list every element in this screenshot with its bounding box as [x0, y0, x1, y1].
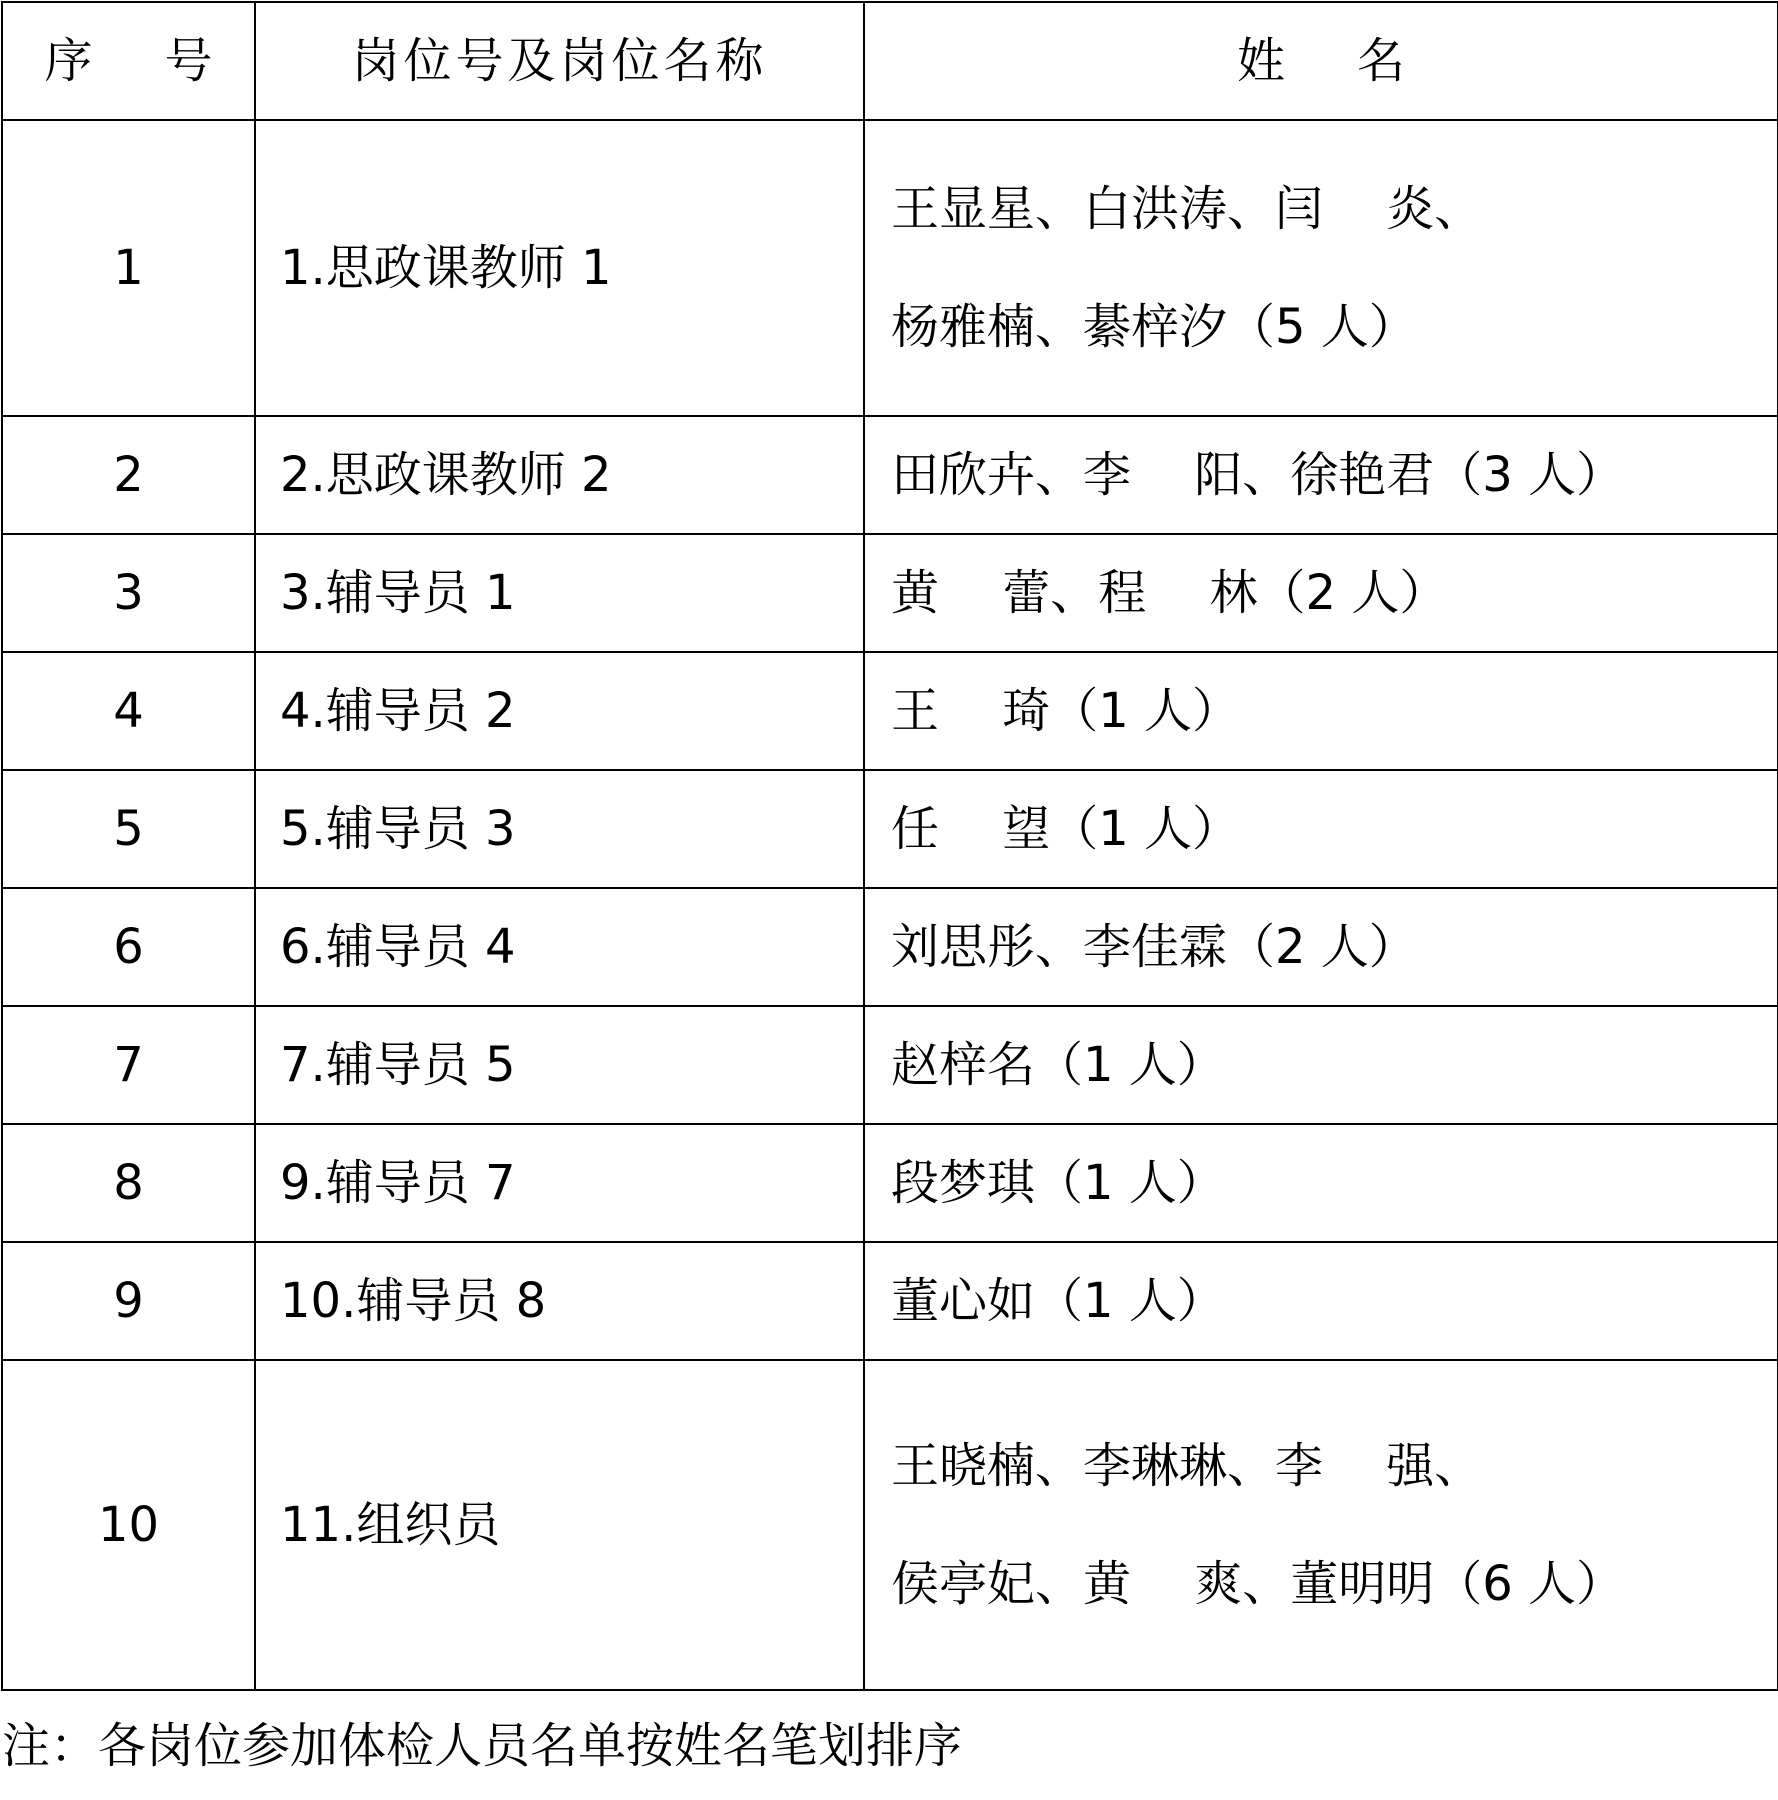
header-seq: [2, 2, 255, 120]
row-seq: 2: [2, 416, 255, 534]
row-names-line: 刘思彤、李佳霖（2 人）: [891, 919, 1417, 975]
row-names-line: 赵梓名（1 人）: [891, 1037, 1225, 1093]
table-row: [2, 770, 1778, 888]
header-seq-char-1: 序: [44, 33, 93, 89]
row-names-line: 黄 蕾、程 林（2 人）: [891, 565, 1448, 621]
row-names-line: 董心如（1 人）: [891, 1273, 1225, 1329]
row-seq: 10: [2, 1360, 255, 1690]
row-post: 3.辅导员 1: [255, 534, 864, 652]
header-names-char-2: 名: [1357, 33, 1406, 89]
row-names-line: 田欣卉、李 阳、徐艳君（3 人）: [891, 447, 1625, 503]
table-row: [2, 1006, 1778, 1124]
row-names: [864, 770, 1778, 888]
header-post: [255, 2, 864, 120]
table-row: [2, 1360, 1778, 1690]
row-names-line: 段梦琪（1 人）: [891, 1155, 1225, 1211]
table-row: [2, 1124, 1778, 1242]
row-post: 2.思政课教师 2: [255, 416, 864, 534]
row-post: 1.思政课教师 1: [255, 120, 864, 416]
row-seq: 1: [2, 120, 255, 416]
row-names-line: 侯亭妃、黄 爽、董明明（6 人）: [891, 1556, 1625, 1612]
row-seq: 6: [2, 888, 255, 1006]
row-names: [864, 120, 1778, 416]
row-names-line: 王 琦（1 人）: [891, 683, 1241, 739]
row-post: 9.辅导员 7: [255, 1124, 864, 1242]
row-names-line: 任 望（1 人）: [891, 801, 1241, 857]
row-post: 5.辅导员 3: [255, 770, 864, 888]
row-names: [864, 534, 1778, 652]
row-names: [864, 1124, 1778, 1242]
footnote: 注：各岗位参加体检人员名单按姓名笔划排序: [2, 1718, 963, 1774]
table-row: [2, 120, 1778, 416]
row-names: [864, 1242, 1778, 1360]
row-names: [864, 1006, 1778, 1124]
row-seq: 4: [2, 652, 255, 770]
row-post: 7.辅导员 5: [255, 1006, 864, 1124]
table-header-row: [2, 2, 1778, 120]
table-row: [2, 416, 1778, 534]
table-row: [2, 652, 1778, 770]
row-post: 4.辅导员 2: [255, 652, 864, 770]
header-names: [864, 2, 1778, 120]
row-names-line: 王晓楠、李琳琳、李 强、: [891, 1438, 1483, 1494]
row-names: [864, 1360, 1778, 1690]
row-seq: 9: [2, 1242, 255, 1360]
table-row: [2, 888, 1778, 1006]
header-names-char-1: 姓: [1236, 33, 1285, 89]
header-post-label: 岗位号及岗位名称: [351, 33, 768, 89]
row-seq: 3: [2, 534, 255, 652]
table-row: [2, 534, 1778, 652]
candidate-table: [1, 1, 1778, 1691]
row-names-line: 杨雅楠、綦梓汐（5 人）: [891, 299, 1417, 355]
row-post: 10.辅导员 8: [255, 1242, 864, 1360]
row-seq: 7: [2, 1006, 255, 1124]
header-seq-char-2: 号: [164, 33, 213, 89]
row-names: [864, 416, 1778, 534]
row-seq: 8: [2, 1124, 255, 1242]
row-post: 6.辅导员 4: [255, 888, 864, 1006]
row-post: 11.组织员: [255, 1360, 864, 1690]
row-seq: 5: [2, 770, 255, 888]
row-names-line: 王显星、白洪涛、闫 炎、: [891, 181, 1483, 237]
table-row: [2, 1242, 1778, 1360]
row-names: [864, 888, 1778, 1006]
row-names: [864, 652, 1778, 770]
